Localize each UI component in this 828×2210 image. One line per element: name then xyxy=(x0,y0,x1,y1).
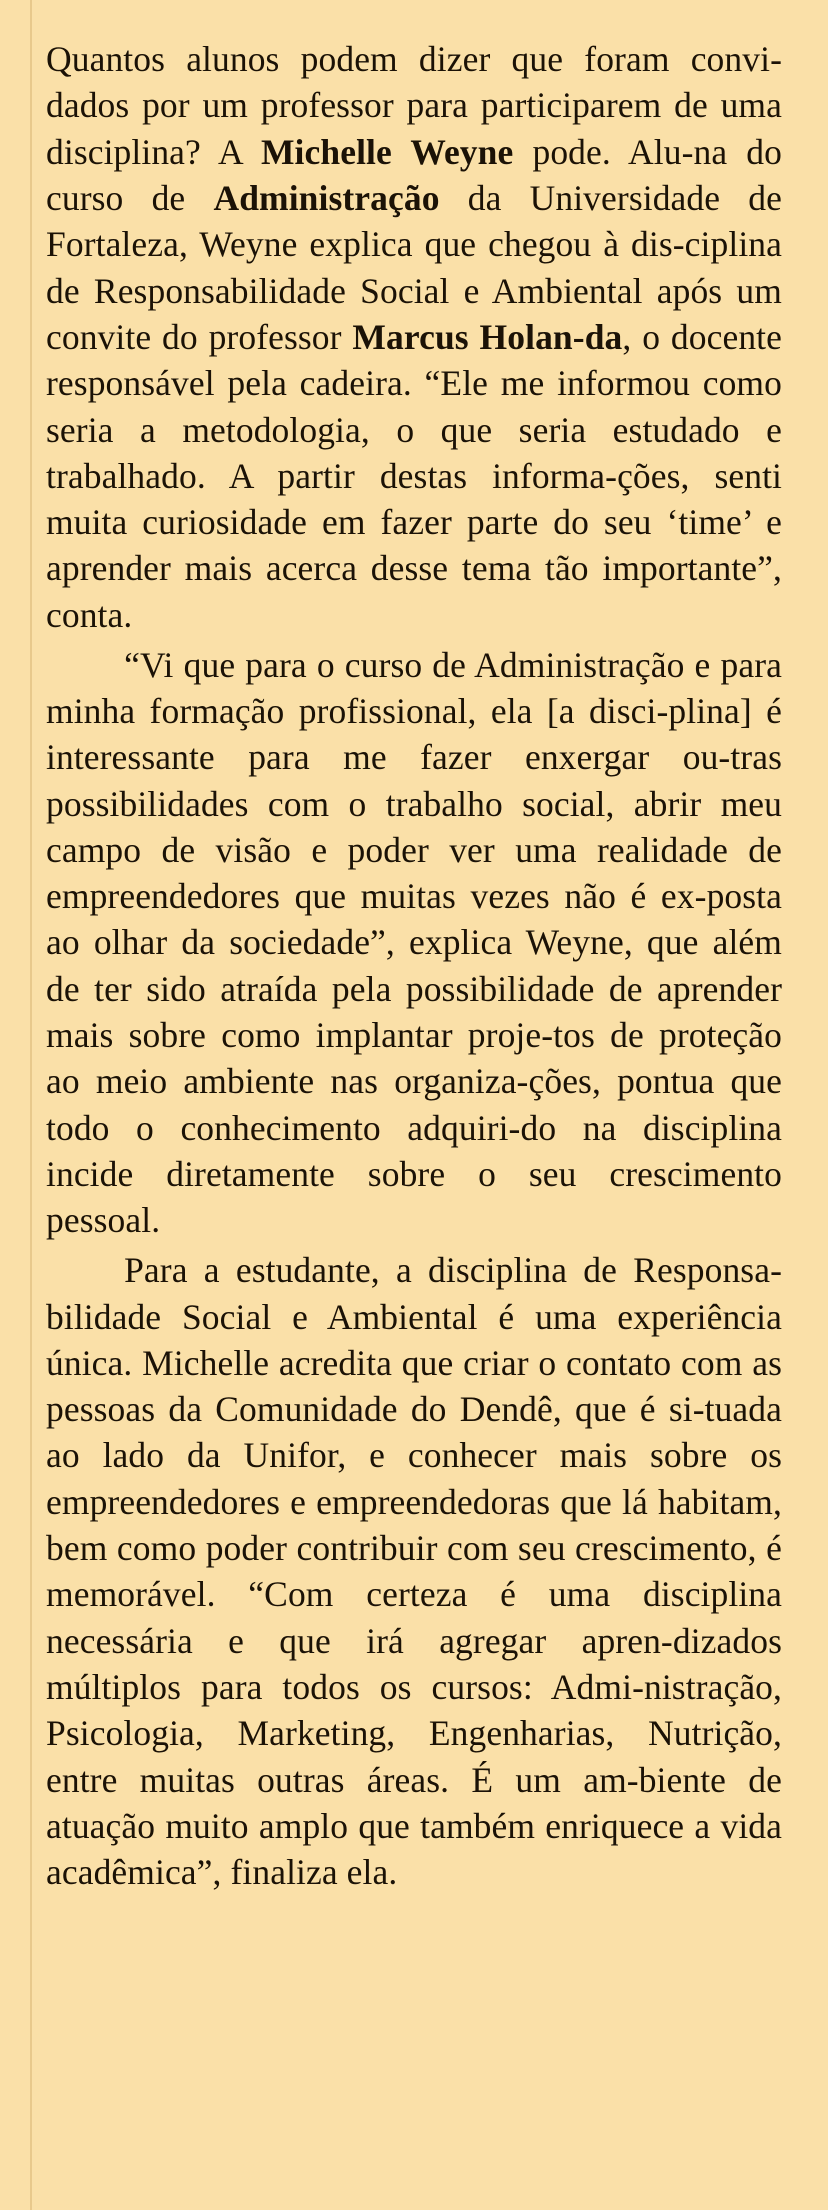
article-paragraph xyxy=(46,642,782,1244)
paragraph-text-run: , o docente responsável pela cadeira. “Ele me informou como seria a metodologia, o que seria estudado e trabalhado. A partir destas informa-ções, senti muita curiosidade em fazer parte do seu ‘time’ e aprender mais acerca desse tema tão importante”, conta. xyxy=(46,316,782,635)
emphasis-name: Administração xyxy=(213,177,440,218)
column-divider-rule xyxy=(30,0,32,2210)
article-paragraph xyxy=(46,1247,782,1895)
paragraph-text-run: Para a estudante, a disciplina de Responsa-bilidade Social e Ambiental é uma experiência única. Michelle acredita que criar o contato com as pessoas da Comunidade do Dendê, que é si-tuada ao lado da Unifor, e conhecer mais sobre os empreendedores e empreendedoras que lá habitam, bem como poder contribuir com seu crescimento, é memorável. “Com certeza é uma disciplina necessária e que irá agregar apren-dizados múltiplos para todos os cursos: Admi-nistração, Psicologia, Marketing, Engenharias, Nutrição, entre muitas outras áreas. É um am-biente de atuação muito amplo que também enriquece a vida acadêmica”, finaliza ela. xyxy=(46,1250,782,1893)
article-body xyxy=(46,36,782,1896)
paragraph-text-run: pode. Alu-na do curso de xyxy=(46,131,782,218)
article-paragraph xyxy=(46,36,782,638)
emphasis-name: Michelle Weyne xyxy=(260,131,514,172)
paragraph-text-run: da Universidade de Fortaleza, Weyne explica que chegou à dis-ciplina de Responsabilidade Social e Ambiental após um convite do professor xyxy=(46,177,782,357)
paragraph-text-run: Quantos alunos podem dizer que foram convi-dados por um professor para participarem de uma disciplina? A xyxy=(46,39,782,172)
emphasis-name: Marcus Holan-da xyxy=(352,316,623,357)
paragraph-text-run: “Vi que para o curso de Administração e para minha formação profissional, ela [a disci-plina] é interessante para me fazer enxergar ou-tras possibilidades com o trabalho social, abrir meu campo de visão e poder ver uma realidade de empreendedores que muitas vezes não é ex-posta ao olhar da sociedade”, explica Weyne, que além de ter sido atraída pela possibilidade de aprender mais sobre como implantar proje-tos de proteção ao meio ambiente nas organiza-ções, pontua que todo o conhecimento adquiri-do na disciplina incide diretamente sobre o seu crescimento pessoal. xyxy=(46,644,782,1241)
